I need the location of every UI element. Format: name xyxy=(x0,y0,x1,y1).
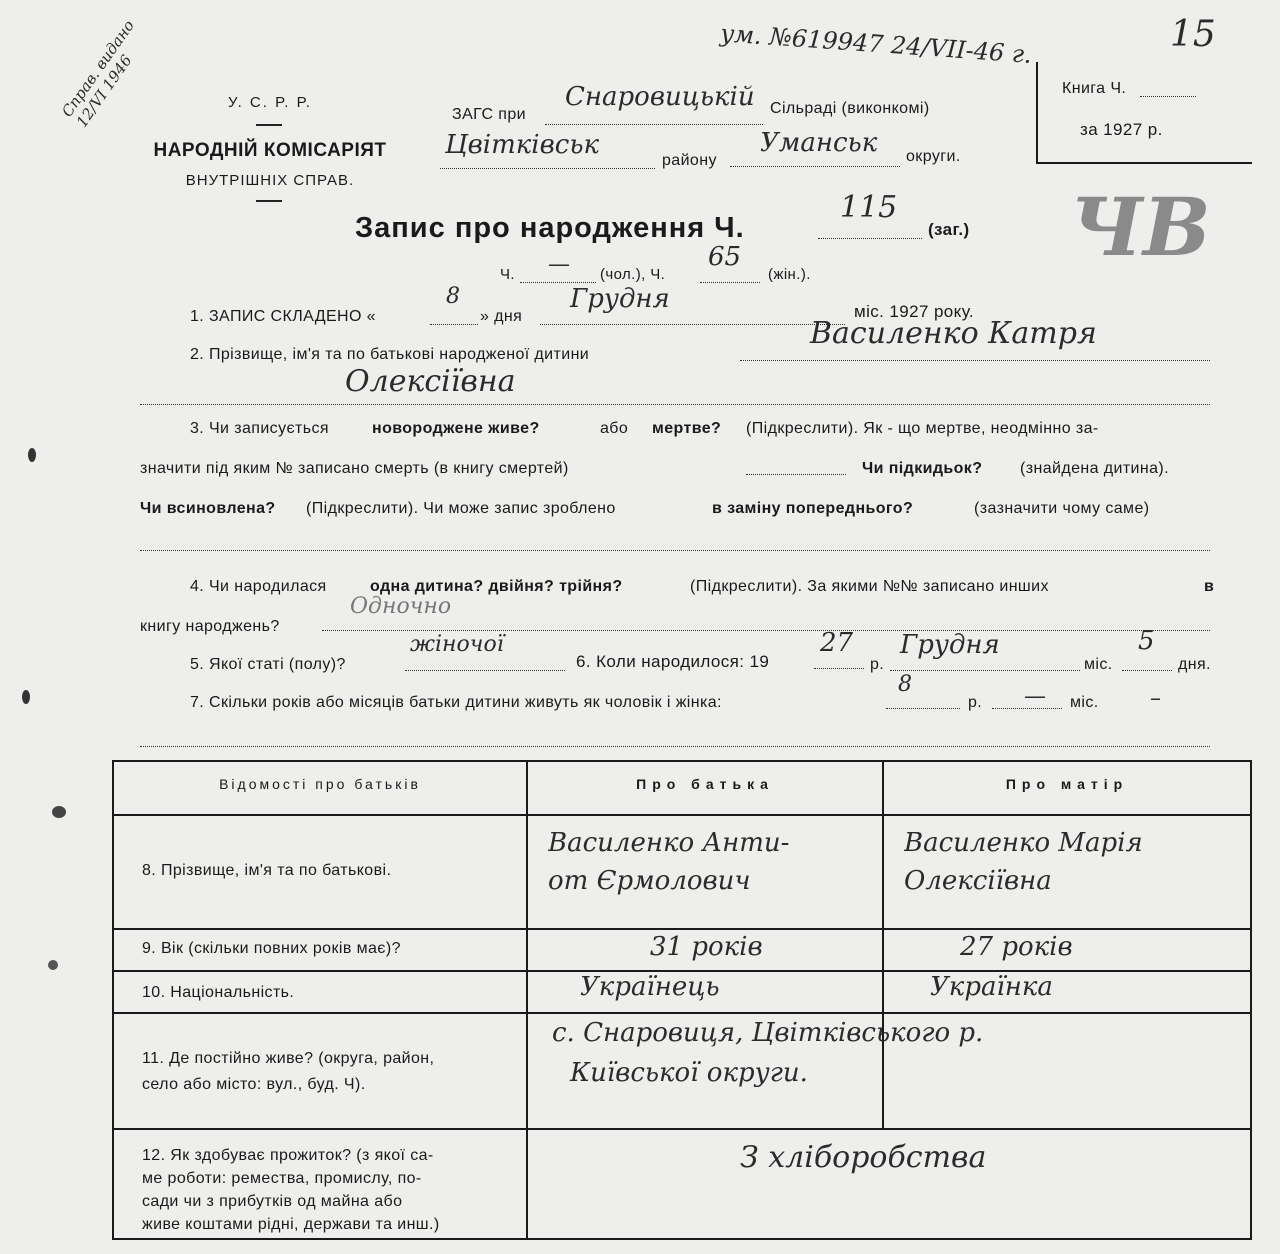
binding-hole xyxy=(52,806,66,818)
item3-l3d: (зазначити чому саме) xyxy=(974,500,1150,517)
item6-dnia: дня. xyxy=(1178,656,1211,673)
item6-month-line xyxy=(890,670,1080,671)
okruha-value: Уманськ xyxy=(760,128,878,158)
row10-mother: Українка xyxy=(930,972,1053,1002)
item6-year: 27 xyxy=(820,628,854,658)
record-number-line xyxy=(818,238,922,239)
item4-line xyxy=(322,630,1210,631)
item4-l2: книгу народжень? xyxy=(140,618,280,635)
table-header-parents: Відомості про батьків xyxy=(219,776,421,792)
row10-father: Українець xyxy=(580,972,720,1002)
row8-father: Василенко Анти- от Єрмолович xyxy=(548,828,790,896)
row12-label: 12. Як здобуває прожиток? (з якої са- ме роботи: ремества, промислу, по- сади чи з прибутків од майна або живе коштами рідні, держави та инш.) xyxy=(142,1147,440,1233)
republic-name: У. С. Р. Р. xyxy=(228,94,312,111)
item7-tail-line xyxy=(140,746,1210,747)
item6-month: Грудня xyxy=(900,630,1000,660)
item3-l2a: значити під яким № записано смерть (в книгу смертей) xyxy=(140,460,569,477)
item3-l3c: в заміну попереднього? xyxy=(712,500,914,517)
item4-l1c: (Підкреслити). За якими №№ записано инших xyxy=(690,578,1049,595)
okruha-label: округи. xyxy=(906,148,961,165)
raion-value: Цвітківськ xyxy=(445,130,599,160)
female-count: 65 xyxy=(708,242,742,272)
item1-day: 8 xyxy=(446,284,460,309)
item1-end: міс. 1927 року. xyxy=(854,302,975,321)
row10-label: 10. Національність. xyxy=(142,984,295,1001)
item1-month-line xyxy=(540,324,845,325)
item1-label: 1. ЗАПИС СКЛАДЕНО « xyxy=(190,308,376,325)
item7-mis: міс. xyxy=(1070,694,1099,711)
item4-l1d: в xyxy=(1204,578,1215,595)
item1-month: Грудня xyxy=(570,284,670,314)
item2-label: 2. Прізвище, ім'я та по батькові народженої дитини xyxy=(190,346,590,363)
item1-mid: » дня xyxy=(480,308,523,325)
item7-years-line xyxy=(886,708,960,709)
book-box xyxy=(1036,62,1252,164)
internal-affairs: ВНУТРІШНІХ СПРАВ. xyxy=(185,172,355,189)
male-count: — xyxy=(548,252,570,277)
item6-r: р. xyxy=(870,656,885,673)
child-name-1: Василенко Катря xyxy=(810,316,1097,351)
record-suffix: (заг.) xyxy=(928,220,970,239)
male-line xyxy=(520,282,596,283)
item7-years: 8 xyxy=(898,672,912,697)
row9-mother: 27 років xyxy=(960,932,1073,962)
row9-label: 9. Вік (скільки повних років має)? xyxy=(142,940,401,957)
binding-hole xyxy=(48,960,58,970)
council-label: Сільраді (виконкомі) xyxy=(770,100,930,117)
raion-line xyxy=(440,168,655,169)
item6-label: 6. Коли народилося: 19 xyxy=(576,652,770,671)
margin-note-top: ум. №619947 24/VII-46 г. xyxy=(719,19,1033,69)
row8-label: 8. Прізвище, ім'я та по батькові. xyxy=(142,862,392,879)
record-number: 115 xyxy=(840,190,898,225)
item7-dash: – xyxy=(1150,686,1161,711)
item7-r: р. xyxy=(968,694,983,711)
item7-months: — xyxy=(1024,684,1046,709)
item3-l1d: мертве? xyxy=(652,420,722,437)
item6-mis: міс. xyxy=(1084,656,1113,673)
item3-l1e: (Підкреслити). Як - що мертве, неодмінно за- xyxy=(746,420,1099,437)
book-line xyxy=(1140,96,1196,97)
raion-label: району xyxy=(662,152,717,169)
title-line2-prefix: Ч. xyxy=(500,266,515,283)
item3-l3b: (Підкреслити). Чи може запис зроблено xyxy=(306,500,616,517)
row11-address-1: с. Снаровиця, Цвітківського р. xyxy=(552,1018,984,1048)
item6-day-line xyxy=(1122,670,1172,671)
book-year: за 1927 р. xyxy=(1080,120,1163,139)
item1-day-line xyxy=(430,324,478,325)
row12-occupation: З хліборобства xyxy=(740,1140,987,1175)
divider xyxy=(256,200,282,202)
item7-label: 7. Скільки років або місяців батьки дитини живуть як чоловік і жінка: xyxy=(190,694,722,711)
book-label: Книга Ч. xyxy=(1062,80,1127,97)
commissariat-name: НАРОДНІЙ КОМІСАРІЯТ xyxy=(153,140,387,161)
item3-l3a: Чи всиновлена? xyxy=(140,500,276,517)
okruha-line xyxy=(730,166,900,167)
row9-father: 31 років xyxy=(650,932,763,962)
zags-value: Снаровицькій xyxy=(565,82,755,112)
item3-l1a: 3. Чи записується xyxy=(190,420,329,437)
row11-address-2: Київської округи. xyxy=(570,1058,808,1088)
item3-l2c: (знайдена дитина). xyxy=(1020,460,1169,477)
female-line xyxy=(700,282,760,283)
zags-label: ЗАГС при xyxy=(452,106,526,123)
female-label: (жін.). xyxy=(768,266,811,283)
item3-l1b: новороджене живе? xyxy=(372,420,540,437)
row11-label: 11. Де постійно живе? (округа, район, село або місто: вул., буд. Ч). xyxy=(142,1050,435,1093)
item4-l1b: одна дитина? двійня? трійня? xyxy=(370,578,623,595)
table-header-father: Про батька xyxy=(636,776,774,792)
handwritten-mark: ЧВ xyxy=(1070,180,1211,274)
item6-day: 5 xyxy=(1138,626,1155,656)
item3-l1c: або xyxy=(600,420,629,437)
item3-l2b: Чи підкидьок? xyxy=(862,460,983,477)
item2-line2 xyxy=(140,404,1210,405)
male-label: (чол.), Ч. xyxy=(600,266,666,283)
item5-label: 5. Якої статі (полу)? xyxy=(190,656,346,673)
margin-note-left: Справ. видано 12/VI 1946 xyxy=(58,16,138,131)
divider xyxy=(256,124,282,126)
margin-note-top-right: 15 xyxy=(1170,14,1216,55)
binding-hole xyxy=(22,690,30,704)
item3-l4-line xyxy=(140,550,1210,551)
record-title: Запис про народження Ч. xyxy=(355,212,745,244)
item3-l2-line xyxy=(746,474,846,475)
table-header-mother: Про матір xyxy=(1005,776,1129,792)
item4-value: Одночно xyxy=(350,594,452,619)
binding-hole xyxy=(28,448,36,462)
item5-value: жіночої xyxy=(410,632,504,657)
item6-year-line xyxy=(814,668,864,669)
row8-mother: Василенко Марія Олексіївна xyxy=(904,828,1143,896)
item5-line xyxy=(405,670,565,671)
item4-l1a: 4. Чи народилася xyxy=(190,578,327,595)
zags-line xyxy=(545,124,763,125)
child-name-2: Олексіївна xyxy=(345,364,516,399)
item2-line1 xyxy=(740,360,1210,361)
